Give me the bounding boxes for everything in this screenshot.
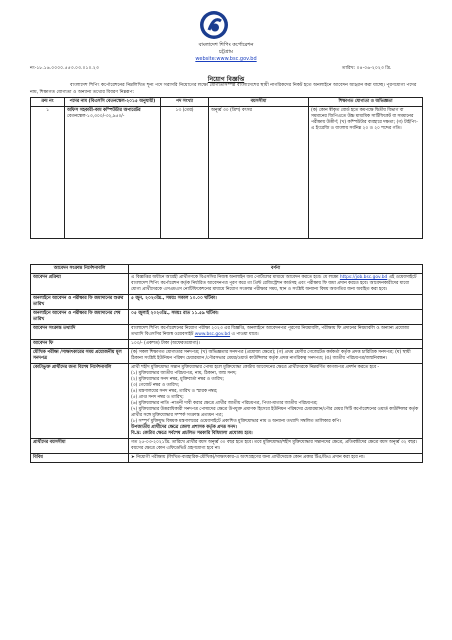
section-header-instructions: আবেদন সংক্রান্ত নির্দেশনাবলি xyxy=(31,265,129,274)
application-details-table xyxy=(30,264,423,463)
notice-date: তারিখ: ০৪-০৬-২০২৩ খ্রি. xyxy=(342,66,392,71)
memo-number: নং-১৮.১৬.০০০০.৫৫৩.০৩.০১০.২৩ xyxy=(30,66,99,71)
table-row xyxy=(31,295,423,310)
list-item: (৮) সম্পূর্ণ মুক্তিযুদ্ধ বিষয়ক মন্ত্রণালয়ের ওয়েবসাইটে প্রকাশিত মুক্তিযোদ্ধার নাম ও অন্যান্য তথ্যাদি সম্বলিত তালিকার কপি। xyxy=(131,419,341,424)
start-date-value: ৫ জুন, ২০২৩খ্রি., সময়ঃ সকাল ১০.০০ ঘটিকা। xyxy=(129,295,423,310)
quota-instructions-label: কোটাভুক্ত প্রার্থীদের জন্য বিশেষ নির্দেশনাবলি xyxy=(31,364,129,439)
posts-table xyxy=(30,97,423,239)
apply-process-text-part2: এই ওয়েবসাইটে বাংলাদেশ শিপিং কর্পোরেশন কর্তৃক নির্ধারিত আবেদনপত্র পূরণ করে তা প্রিন্ট রেজিস্ট্রেশন কার্ডসহ এবং পরীক্ষায় ফি জমা প্রদান করতে হবে। আবেদনকারীদের যাবো যোগ্য প্রার্থীদেরকে এসএমএস নোটিফিকেশনের মাধ্যমে নিয়োগ সংক্রান্ত পরীক্ষার সময়, স্থান ও সংশ্লিষ্ট অন্যান্য বিষয় অবগতির জন্য অবহিত করা হবে। xyxy=(131,275,417,292)
notice-title: নিয়োগ বিজ্ঞপ্তি xyxy=(207,76,245,83)
misc-label: বিবিধ xyxy=(31,454,129,463)
section-header-description: বর্ণনা xyxy=(129,265,423,274)
bullet-arrow-icon: ➤ xyxy=(131,455,137,460)
row-qualification: (ক) কোন স্বীকৃত বোর্ড হতে কমপক্ষে দ্বিতীয় বিভাগ বা সমমানের জিপিএতে উচ্চ মাধ্যমিক সার্টিফিকেট বা সমমানের পরীক্ষায় উত্তীর্ণ; (খ) কম্পিউটার ব্যবহারে দক্ষতা; (গ) টাইপিং-এ ইংরেজি ও বাংলায় সর্বনিম্ন ২০ ও ২০ শব্দের গতি। xyxy=(309,107,423,239)
row-post-name: অফিস সহকারী-কাম কম্পিউটার অপারেটর xyxy=(67,108,141,113)
list-item: (১) মুক্তিযোদ্ধার জাতীয় পরিচয়পত্র, নাম, ঠিকানা, জন্ম সনদ; xyxy=(131,371,237,376)
list-item: (৫) প্রাপ্ত সনদ নম্বর ও তারিখ; xyxy=(131,395,184,400)
table-row xyxy=(31,454,423,463)
misc-text: নিয়োগী পরীক্ষায় (লিখিত-ব্যবহারিক-মৌখিক)/সাক্ষাৎকার-এ অংশগ্রহণের জন্য প্রার্থীদেরকে কোন প্রকার টিএ/ডিএ প্রদান করা হবে না। xyxy=(136,455,365,460)
header-qualification: শিক্ষাগত যোগ্যতা ও অভিজ্ঞতা xyxy=(309,98,423,107)
list-item: (৭) মুক্তিযোদ্ধার উত্তরাধিকারী সনদপত্র পোষ্যদের ক্ষেত্রে উপযুক্ত প্রমাণক হিসেবে ইউনিয়ন পরিষদের চেয়ারম্যান/পৌর মেয়র সিটি কর্পোরেশনের ওয়ার্ড কাউন্সিলর কর্তৃক প্রার্থীর সঙ্গে মুক্তিযোদ্ধার সম্পর্ক সংক্রান্ত প্রত্যয়ন পত্র; xyxy=(131,407,419,418)
notice-intro: বাংলাদেশ শিপিং কর্পোরেশনের নিম্নলিখিত শূন্য পদে সরাসরি নিয়োগের লক্ষ্যে যোগ্যতাসম্পন্ন বাংলাদেশের স্থায়ী নাগরিকদের নিকট হতে অনলাইনে আবেদন আহ্বান করা যাচ্ছে। পূরণযোগ্য পদের নাম, শিক্ষাগত যোগ্যতা ও অন্যান্য তথ্যের বিবরণ নিম্নরূপ: xyxy=(30,83,417,95)
row-age-limit: অনূর্ধ্ব ৩০ (ত্রিশ) বৎসর xyxy=(209,107,309,239)
application-fee-value: ১০০/- (একশত) টাকা (অফেরতযোগ্য)। xyxy=(129,340,423,349)
org-name: বাংলাদেশ শিপিং কর্পোরেশন xyxy=(198,42,254,48)
age-limit-label: প্রার্থীদের বয়সসীমা xyxy=(31,439,129,454)
row-serial: ১ xyxy=(31,107,65,239)
org-location: চট্টগ্রাম xyxy=(219,49,233,55)
table-row xyxy=(31,325,423,340)
table-row xyxy=(31,274,423,295)
list-item: (৩) গেজেট নম্বর ও তারিখ; xyxy=(131,383,180,388)
row-post xyxy=(65,107,161,239)
age-limit-value: গত ২৫-০৩-২০২১খ্রি. তারিখে প্রার্থীর বয়স অনূর্ধ্ব ৩০ বছর হতে হবে। তবে মুক্তিযোদ্ধা/শহীদ মুক্তিযোদ্ধার সন্তানদের ক্ষেত্রে, প্রতিবন্ধীদের ক্ষেত্রে বয়স অনূর্ধ্ব ৩২ বছর। বয়সের ক্ষেত্রে কোন এফিডেভিট গ্রহণযোগ্য হবে না। xyxy=(129,439,423,454)
row-post-count: ১৩ (তের) xyxy=(161,107,209,239)
table-row xyxy=(31,364,423,439)
quota-instructions xyxy=(129,364,423,439)
quota-intro: প্রার্থী শহীদ মুক্তিযোদ্ধা সন্তান মুক্তিযোদ্ধার পোষ্য হলে মুক্তিযোদ্ধা কোটায় আবেদনের ক্ষেত্রে প্রার্থীদেরকে নিম্নবর্ণিত কাগজপত্র প্রদর্শন করতে হবে - xyxy=(131,365,380,370)
job-portal-link[interactable]: https://job.bsc.gov.bd xyxy=(339,275,388,280)
table-row xyxy=(31,349,423,364)
table-row xyxy=(31,310,423,325)
apply-process-label: আবেদন প্রক্রিয়া xyxy=(31,274,129,295)
org-website[interactable]: website:www.bsc.gov.bd xyxy=(195,56,257,62)
apply-process-text-part1: এ বিজ্ঞপ্তির অধীনে আগ্রহী প্রার্থীগণকে বিএসসির নিজস্ব অনলাইন জব পোর্টালের মাধ্যমে আবেদন করতে হবে। যে লক্ষ্যে xyxy=(131,275,339,280)
start-date-label: অনলাইনে আবেদন ও পরীক্ষার ফি জমাদানের শুরুর তারিখ xyxy=(31,295,129,310)
required-documents-value: (ক) সকল শিক্ষাগত যোগ্যতার সনদপত্র; (খ) অভিজ্ঞতার সনদপত্র (প্রযোজ্য ক্ষেত্রে); (গ) প্রথম শ্রেণীর গেজেটেড কর্মকর্তা কর্তৃক প্রদত্ত চারিত্রিক সনদপত্র; (ঘ) স্থায়ী ঠিকানা সংশ্লিষ্ট ইউনিয়ন পরিষদ চেয়ারম্যান /পৌরসভার মেয়র/ওয়ার্ড কাউন্সিলর কর্তৃক প্রদত্ত নাগরিকত্ব সনদপত্র; (ঙ) জাতীয় পরিচয়পত্র/জন্মনিবন্ধন। xyxy=(129,349,423,364)
header-post-name: পদের নাম (বিএসসি বেতনস্কেল-২০১৫ অনুযায়ী) xyxy=(65,98,161,107)
table-row xyxy=(31,439,423,454)
misc-value xyxy=(129,454,423,463)
list-item: (৪) মন্ত্রণালয়ের সনদ নম্বর, তারিখ ও স্মারক নম্বর; xyxy=(131,389,218,394)
application-info-label: আবেদন সংক্রান্ত তথ্যাদি xyxy=(31,325,129,340)
bsc-logo-icon xyxy=(199,10,229,40)
list-item: (২) মুক্তিযোদ্ধার সনদ নম্বর, মুক্তিবার্তা নম্বর ও তারিখ; xyxy=(131,377,225,382)
application-info-part2: এ পাওয়া যাবে। xyxy=(231,332,259,337)
header-age-limit: বয়সসীমা xyxy=(209,98,309,107)
bsc-website-link[interactable]: www.bsc.gov.bd xyxy=(194,332,231,337)
posts-table-header xyxy=(31,98,423,107)
quota-warning: বি.দ্র: কোটার ক্ষেত্রে সর্বশেষ প্রচলিত সরকারি বিধিমালা প্রযোজ্য হবে। xyxy=(131,431,253,436)
end-date-label: অনলাইনে আবেদন ও পরীক্ষার ফি জমাদানের শেষ তারিখ xyxy=(31,310,129,325)
apply-process-text xyxy=(129,274,423,295)
application-info-text xyxy=(129,325,423,340)
end-date-value: ০৫ জুলাই ২০২৩খ্রি., সময়ঃ রাত ১১.৫৯ ঘটিকা। xyxy=(129,310,423,325)
required-documents-label: মৌখিক পরীক্ষা /সাক্ষাৎকারের সময় প্রয়োজনীয় মূল সনদপত্র xyxy=(31,349,129,364)
table-row xyxy=(31,265,423,274)
quota-tribal-note: উপজাতীয় প্রার্থীদের ক্ষেত্রে জেলা প্রশাসক কর্তৃক প্রদত্ত সনদ। xyxy=(131,425,237,430)
table-row xyxy=(31,340,423,349)
header-post-count: পদ সংখ্যা xyxy=(161,98,209,107)
application-fee-label: আবেদন ফি xyxy=(31,340,129,349)
application-info-part1: বাংলাদেশ শিপিং কর্পোরেশনের নিয়োগ পরীক্ষা ২০২৩ এর বিজ্ঞপ্তি, অনলাইনে আবেদনপত্র পূরণের নিয়মাবলি, পরীক্ষায় ফি প্রদানের নিয়মাবলি ও অন্যান্য প্রযোজ্য তথ্যাদি বিএসসির নিজস্ব ওয়েবসাইট xyxy=(131,326,410,337)
table-row xyxy=(31,107,423,239)
list-item: (৬) মুক্তিযোদ্ধার নাতি -নাতনী দাবী করার ক্ষেত্রে প্রার্থীর জাতীয় পরিচয়পত্র, পিতা-মাতার জাতীয় পরিচয়পত্র; xyxy=(131,401,318,406)
header-serial: ক্রম নং xyxy=(31,98,65,107)
row-pay-scale: বেতনস্কেল-১৩,৩০০/-৩২,৯৫০/- xyxy=(67,114,125,119)
